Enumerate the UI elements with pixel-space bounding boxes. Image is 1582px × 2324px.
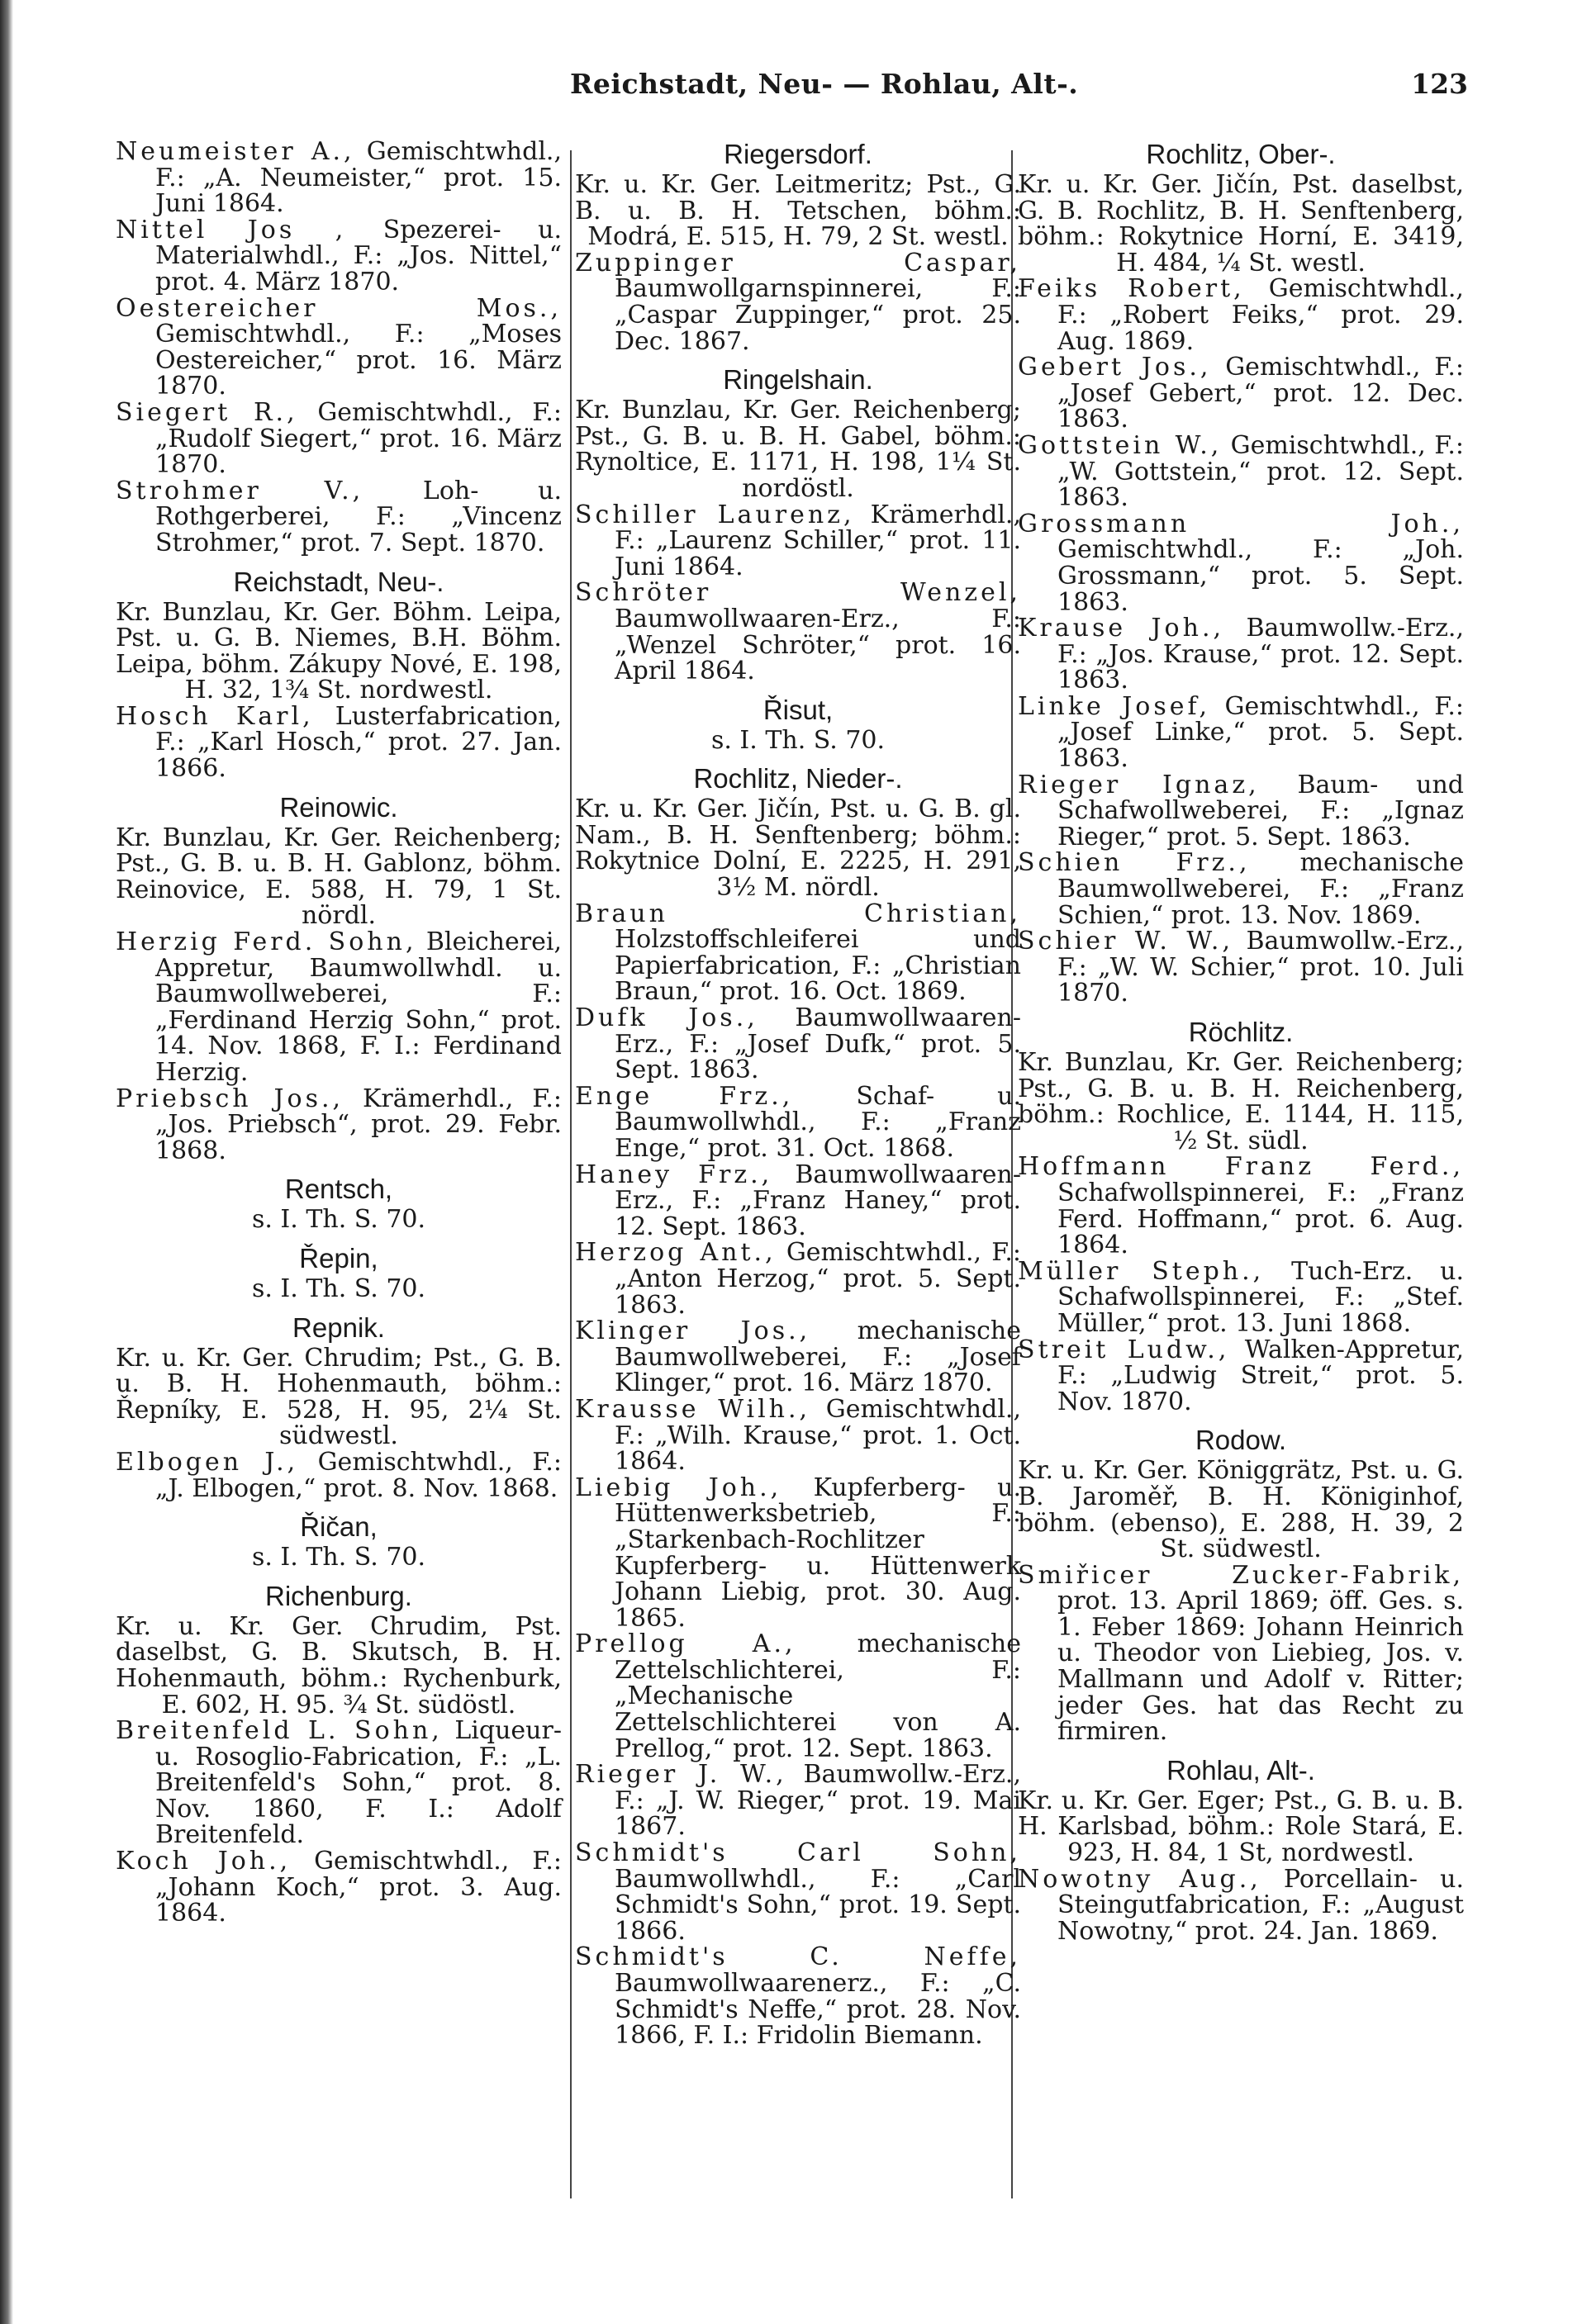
firm-name: Siegert R., [116,397,298,427]
directory-entry [575,580,1021,684]
entry-text: Loh- u. Rothgerberei, F.: „Vincenz Strohmer,“ prot. 7. Sept. 1870. [155,476,562,557]
page-number: 123 [1411,68,1468,100]
entry-text: Holzstoffschleiferei und Papierfabrication, F.: „Christian Braun,“ prot. 16. Oct. 1869. [615,925,1021,1007]
firm-name: Dufk Jos., [575,1003,758,1033]
place-heading: Repnik. [292,1311,385,1343]
firm-name: Hoffmann Franz Ferd., [1018,1152,1464,1182]
firm-name: Koch Joh., [116,1847,292,1876]
firm-name: Schmidt's Carl Sohn, [575,1838,1021,1868]
place-heading: Řisut, [762,694,834,725]
directory-entry [1018,1560,1464,1747]
entry-text: Krämerhdl., F.: „Jos. Priebsch“, prot. 29. Febr. 1868. [155,1084,562,1165]
firm-name: Herzog Ant., [575,1238,777,1268]
column-2 [575,139,1021,2049]
directory-entry [1018,430,1464,513]
entry-text: Gemischtwhdl., F.: „Josef Linke,“ prot. 5. Sept. 1863. [1057,691,1464,774]
firm-name: Oestereicher Mos., [116,293,562,323]
place-description: Kr. u. Kr. Ger. Chrudim; Pst., G. B. u. B. H. Hohenmauth, böhm.: Řepníky, E. 528, H. 95, 2¼ St. südwestl. [116,1343,562,1451]
firm-name: Breitenfeld L. Sohn, [116,1716,443,1746]
directory-entry [1018,850,1464,928]
entry-text: Baumwollwaaren-Erz., F.: „Wenzel Schröter,“ prot. 16. April 1864. [615,604,1021,686]
entry-text: Spezerei- u. Materialwhdl., F.: „Jos. Nittel,“ prot. 4. März 1870. [155,215,562,296]
directory-entry [116,139,562,217]
entry-text: Baum- und Schafwollweberei, F.: „Ignaz Rieger,“ prot. 5. Sept. 1863. [1057,770,1464,851]
place-heading: Rochlitz, Nieder-. [693,763,903,794]
place-heading: Reinowic. [279,791,398,823]
entry-text: Porcellain- u. Steingutfabrication, F.: „August Nowotny,“ prot. 24. Jan. 1869. [1057,1864,1464,1946]
firm-name: Strohmer V., [116,476,364,505]
entry-text: mechanische Baumwollweberei, F.: „Josef Klinger,“ prot. 16. März 1870. [615,1316,1021,1398]
entry-text: Gemischtwhdl., F.: „Josef Gebert,“ prot. 12. Dec. 1863. [1057,353,1464,434]
entry-text: Gemischtwhdl., F.: „Wilh. Krause,“ prot. 1. Oct. 1864. [615,1394,1021,1477]
place-heading: Řepin, [299,1242,378,1273]
column-1 [116,139,562,1927]
directory-entry [575,1162,1021,1240]
cross-reference: s. I. Th. S. 70. [251,1205,426,1235]
directory-entry [575,1005,1021,1084]
directory-entry [1018,772,1464,851]
directory-entry [116,1449,562,1501]
column-divider [570,150,572,2198]
directory-entry [116,217,562,296]
directory-entry [116,1086,562,1164]
firm-name: Gottstein W., [1018,430,1223,460]
entry-text: prot. 13. April 1869; öff. Ges. s. 1. Feber 1869: Johann Heinrich u. Theodor von Liebieg, Jos. v. Mallmann und Adolf v. Ritter; jeder Ges. hat das Recht zu firmiren. [1057,1586,1464,1747]
directory-entry [1018,1154,1464,1258]
place-description: Kr. u. Kr. Ger. Eger; Pst., G. B. u. B. H. Karlsbad, böhm.: Role Stará, E. 923, H. 84, 1 St, nordwestl. [1018,1786,1464,1868]
firm-name: Krause Joh., [1018,614,1225,643]
directory-entry [1018,354,1464,433]
firm-name: Braun Christian, [575,899,1021,928]
entry-text: Liqueur- u. Rosoglio-Fabrication, F.: „L. Breitenfeld's Sohn,“ prot. 8. Nov. 1860, F. I.: Adolf Breitenfeld. [155,1716,562,1850]
place-description: Kr. Bunzlau, Kr. Ger. Reichenberg; Pst., G. B. u. B. H. Gabel, böhm.: Rynoltice, E. 1171, H. 198, 1¼ St. nordöstl. [575,396,1021,503]
directory-entry [575,1762,1021,1840]
entry-text: Baumwollgarnspinnerei, F.: „Caspar Zuppinger,“ prot. 25. Dec. 1867. [615,274,1021,356]
directory-entry [1018,1866,1464,1945]
directory-entry [116,1848,562,1927]
entry-text: Schafwollspinnerei, F.: „Franz Ferd. Hoffmann,“ prot. 6. Aug. 1864. [1057,1178,1464,1260]
directory-entry [1018,615,1464,694]
directory-entry [575,250,1021,354]
cross-reference: s. I. Th. S. 70. [710,725,886,755]
entry-text: Lusterfabrication, F.: „Karl Hosch,“ prot. 27. Jan. 1866. [155,701,562,784]
running-title: Reichstadt, Neu- — Rohlau, Alt-. [570,68,1079,100]
directory-entry [116,397,562,480]
directory-entry [1018,276,1464,354]
place-description: Kr. Bunzlau, Kr. Ger. Reichenberg; Pst., G. B. u. B. H. Gablonz, böhm. Reinovice, E. 588, H. 79, 1 St. nördl. [116,823,562,931]
entry-text: Gemischtwhdl., F.: „W. Gottstein,“ prot. 12. Sept. 1863. [1057,430,1464,513]
entry-text: Gemischtwhdl., F.: „J. Elbogen,“ prot. 8. Nov. 1868. [155,1447,562,1503]
place-description: Kr. u. Kr. Ger. Jičín, Pst. daselbst, G. B. Rochlitz, B. H. Senftenberg, böhm.: Rokytnice Horní, E. 3419, H. 484, ¼ St. westl. [1018,170,1464,277]
page-edge-shadow [0,0,13,2324]
directory-entry [1018,1256,1464,1338]
firm-name: Grossmann Joh., [1018,509,1464,538]
entry-text: Gemischtwhdl., F.: „Robert Feiks,“ prot. 29. Aug. 1869. [1057,274,1464,356]
entry-text: Kupferberg- u. Hüttenwerksbetrieb, F.: „Starkenbach-Rochlitzer Kupferberg- u. Hüttenwerk Johann Liebig, prot. 30. Aug. 1865. [615,1473,1021,1633]
directory-entry [575,1475,1021,1632]
firm-name: Gebert Jos., [1018,353,1212,382]
directory-entry [116,929,562,1086]
directory-entry [575,1318,1021,1397]
entry-text: Gemischtwhdl., F.: „Johann Koch,“ prot. 3. Aug. 1864. [155,1847,562,1928]
firm-name: Priebsch Jos., [116,1084,344,1113]
place-description: Kr. Bunzlau, Kr. Ger. Reichenberg; Pst., G. B. u. B. H. Reichenberg, böhm.: Rochlice, E. 1144, H. 115, ½ St. südl. [1018,1048,1464,1155]
directory-entry [575,1081,1021,1163]
firm-name: Herzig Ferd. Sohn, [116,927,417,957]
entry-text: Walken-Appretur, F.: „Ludwig Streit,“ prot. 5. Nov. 1870. [1057,1335,1464,1416]
firm-name: Neumeister A., [116,137,355,166]
entry-text: Krämerhdl., F.: „Laurenz Schiller,“ prot. 11. Juni 1864. [615,500,1021,581]
entry-text: Baumwollwaarenerz., F.: „C. Schmidt's Neffe,“ prot. 28. Nov. 1866, F. I.: Fridolin Biemann. [615,1969,1021,2051]
firm-name: Schiller Laurenz, [575,500,855,529]
firm-name: Schmidt's C. Neffe, [575,1942,1021,1972]
directory-entry [1018,928,1464,1007]
place-description: Kr. u. Kr. Ger. Chrudim, Pst. daselbst, G. B. Skutsch, B. H. Hohenmauth, böhm.: Rychenburk, E. 602, H. 95. ¾ St. südöstl. [116,1611,562,1719]
firm-name: Enge Frz., [575,1081,794,1111]
entry-text: Schaf- u. Baumwollwhdl., F.: „Franz Enge,“ prot. 31. Oct. 1868. [615,1081,1021,1163]
firm-name: Müller Steph., [1018,1256,1265,1286]
firm-name: Hosch Karl, [116,701,314,731]
entry-text: Baumwollw.-Erz., F.: „J. W. Rieger,“ prot. 19. Mai 1867. [615,1760,1021,1842]
firm-name: Haney Frz., [575,1160,773,1189]
entry-text: Gemischtwhdl., F.: „Moses Oestereicher,“ prot. 16. März 1870. [155,320,562,401]
firm-name: Schien Frz., [1018,848,1251,878]
entry-text: Baumwollwaaren-Erz., F.: „Josef Dufk,“ prot. 5. Sept. 1863. [615,1003,1021,1085]
directory-entry [575,502,1021,581]
cross-reference: s. I. Th. S. 70. [251,1543,426,1572]
firm-name: Schier W. W., [1018,927,1234,956]
directory-entry [116,293,562,401]
firm-name: Krausse Wilh., [575,1394,811,1424]
place-description: Kr. u. Kr. Ger. Leitmeritz; Pst., G. B. u. B. H. Tetschen, böhm.: Modrá, E. 515, H. 79, 2 St. westl. [575,170,1021,252]
firm-name: Schröter Wenzel, [575,578,1021,608]
firm-name: Feiks Robert, [1018,274,1245,304]
entry-text: Gemischtwhdl., F.: „Anton Herzog,“ prot. 5. Sept. 1863. [615,1238,1021,1320]
directory-entry [575,1942,1021,2051]
page-header [0,68,1582,117]
directory-entry [575,1840,1021,1944]
firm-name: Nittel Jos , [116,215,347,244]
place-heading: Rodow. [1195,1425,1287,1456]
directory-entry [1018,1337,1464,1416]
directory-entry [575,1631,1021,1762]
place-heading: Rohlau, Alt-. [1166,1754,1315,1786]
entry-text: Baumwollw.-Erz., F.: „W. W. Schier,“ prot. 10. Juli 1870. [1057,927,1464,1008]
place-description: Kr. Bunzlau, Kr. Ger. Böhm. Leipa, Pst. u. G. B. Niemes, B.H. Böhm. Leipa, böhm. Zákupy Nové, E. 198, H. 32, 1¾ St. nordwestl. [116,597,562,705]
firm-name: Elbogen J., [116,1447,299,1477]
entry-text: Baumwollwaaren-Erz., F.: „Franz Haney,“ prot. 12. Sept. 1863. [615,1160,1021,1241]
firm-name: Smiřicer Zucker-Fabrik, [1018,1560,1464,1590]
cross-reference: s. I. Th. S. 70. [251,1273,426,1303]
entry-text: Bleicherei, Appretur, Baumwollwhdl. u. Baumwollweberei, F.: „Ferdinand Herzig Sohn,“ prot. 14. Nov. 1868, F. I.: Ferdinand Herzig. [155,927,562,1087]
entry-text: Tuch-Erz. u. Schafwollspinnerei, F.: „Stef. Müller,“ prot. 13. Juni 1868. [1057,1256,1464,1338]
entry-text: mechanische Zettelschlichterei, F.: „Mechanische Zettelschlichterei von A. Prellog,“ prot. 12. Sept. 1863. [615,1629,1021,1763]
firm-name: Prellog A., [575,1629,796,1659]
entry-text: Gemischtwhdl., F.: „Joh. Grossmann,“ prot. 5. Sept. 1863. [1057,535,1464,617]
firm-name: Nowotny Aug., [1018,1864,1261,1894]
entry-text: Gemischtwhdl., F.: „A. Neumeister,“ prot. 15. Juni 1864. [155,137,562,219]
directory-entry [116,1718,562,1848]
directory-entry [116,478,562,557]
place-description: Kr. u. Kr. Ger. Jičín, Pst. u. G. B. gl. Nam., B. H. Senftenberg; böhm.: Rokytnice Dolní, E. 2225, H. 291, 3½ M. nördl. [575,794,1021,903]
place-heading: Rochlitz, Ober-. [1146,139,1336,169]
entry-text: Gemischtwhdl., F.: „Rudolf Siegert,“ prot. 16. März 1870. [155,397,562,480]
place-heading: Richenburg. [265,1580,412,1611]
place-description: Kr. u. Kr. Ger. Königgrätz, Pst. u. G. B. Jaroměř, B. H. Königinhof, böhm. (ebenso), E. 288, H. 39, 2 St. südwestl. [1018,1456,1464,1564]
entry-text: Baumwollw.-Erz., F.: „Jos. Krause,“ prot. 12. Sept. 1863. [1057,614,1464,695]
column-3 [1018,139,1464,1944]
entry-text: mechanische Baumwollweberei, F.: „Franz Schien,“ prot. 13. Nov. 1869. [1057,848,1464,930]
directory-entry [575,901,1021,1005]
place-heading: Reichstadt, Neu-. [233,566,444,597]
directory-entry [575,1394,1021,1477]
directory-entry [575,1240,1021,1318]
directory-entry [1018,511,1464,615]
firm-name: Zuppinger Caspar, [575,248,1021,277]
firm-name: Klinger Jos., [575,1316,811,1346]
place-heading: Řičan, [300,1511,378,1543]
firm-name: Liebig Joh., [575,1473,782,1502]
place-heading: Ringelshain. [723,364,873,396]
directory-entry [116,701,562,784]
entry-text: Baumwollwhdl., F.: „Carl Schmidt's Sohn,“ prot. 19. Sept. 1866. [615,1864,1021,1946]
firm-name: Rieger J. W., [575,1760,787,1790]
place-heading: Rentsch, [284,1174,393,1205]
directory-entry [1018,691,1464,774]
place-heading: Röchlitz. [1188,1017,1294,1047]
place-heading: Riegersdorf. [724,139,872,169]
firm-name: Streit Ludw., [1018,1335,1230,1364]
firm-name: Linke Josef, [1018,691,1211,721]
firm-name: Rieger Ignaz, [1018,770,1260,799]
